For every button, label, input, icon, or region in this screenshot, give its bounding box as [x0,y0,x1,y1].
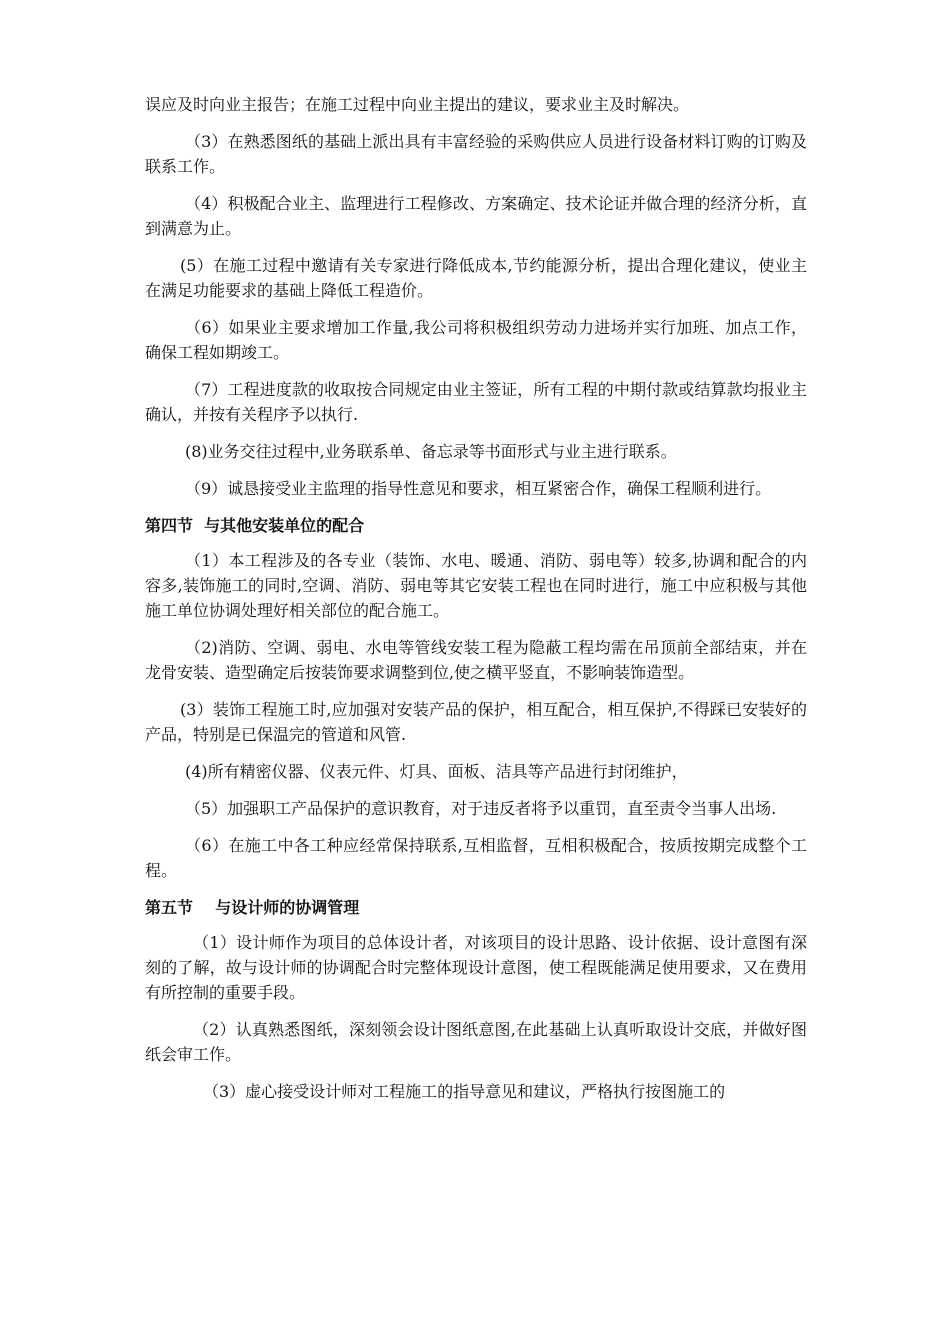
section-heading [145,513,807,538]
section-heading-text: 第四节 与其他安装单位的配合 [145,516,365,535]
paragraph: （2)消防、空调、弱电、水电等管线安装工程为隐蔽工程均需在吊顶前全部结束，并在龙骨安装、造型确定后按装饰要求调整到位,使之横平竖直，不影响装饰造型。 [145,638,807,682]
paragraph: (5）在施工过程中邀请有关专家进行降低成本,节约能源分析，提出合理化建议，使业主在满足功能要求的基础上降低工程造价。 [145,256,807,300]
paragraph: (8)业务交往过程中,业务联系单、备忘录等书面形式与业主进行联系。 [185,442,677,461]
paragraph: （4）积极配合业主、监理进行工程修改、方案确定、技术论证并做合理的经济分析，直到满意为止。 [145,194,807,238]
paragraph: （9）诚恳接受业主监理的指导性意见和要求，相互紧密合作，确保工程顺利进行。 [185,479,772,498]
paragraph: （6）如果业主要求增加工作量,我公司将积极组织劳动力进场并实行加班、加点工作，确保工程如期竣工。 [145,318,807,362]
paragraph: (3）装饰工程施工时,应加强对安装产品的保护，相互配合，相互保护,不得踩已安装好的产品，特别是已保温完的管道和风管. [145,700,807,744]
section-heading-text: 第五节 与设计师的协调管理 [145,898,360,917]
paragraph: （5）加强职工产品保护的意识教育，对于违反者将予以重罚，直至责令当事人出场. [185,799,777,818]
paragraph: (4)所有精密仪器、仪表元件、灯具、面板、洁具等产品进行封闭维护， [185,762,688,781]
paragraph: （3）虚心接受设计师对工程施工的指导意见和建议，严格执行按图施工的 [203,1082,726,1101]
paragraph: （6）在施工中各工种应经常保持联系,互相监督，互相积极配合，按质按期完成整个工程。 [145,836,807,880]
paragraph: （3）在熟悉图纸的基础上派出具有丰富经验的采购供应人员进行设备材料订购的订购及联系工作。 [145,132,807,176]
section-heading [145,895,807,920]
paragraph: （2）认真熟悉图纸，深刻领会设计图纸意图,在此基础上认真听取设计交底，并做好图纸会审工作。 [145,1020,807,1064]
paragraph: （1）本工程涉及的各专业（装饰、水电、暖通、消防、弱电等）较多,协调和配合的内容多,装饰施工的同时,空调、消防、弱电等其它安装工程也在同时进行，施工中应积极与其他施工单位协调处理好相关部位的配合施工。 [145,551,807,620]
paragraph: （7）工程进度款的收取按合同规定由业主签证，所有工程的中期付款或结算款均报业主确认，并按有关程序予以执行. [145,380,807,424]
document-page [145,92,807,1116]
paragraph: 误应及时向业主报告；在施工过程中向业主提出的建议，要求业主及时解决。 [145,95,690,114]
paragraph: （1）设计师作为项目的总体设计者，对该项目的设计思路、设计依据、设计意图有深刻的了解，故与设计师的协调配合时完整体现设计意图，使工程既能满足使用要求，又在费用有所控制的重要手段。 [145,933,807,1002]
